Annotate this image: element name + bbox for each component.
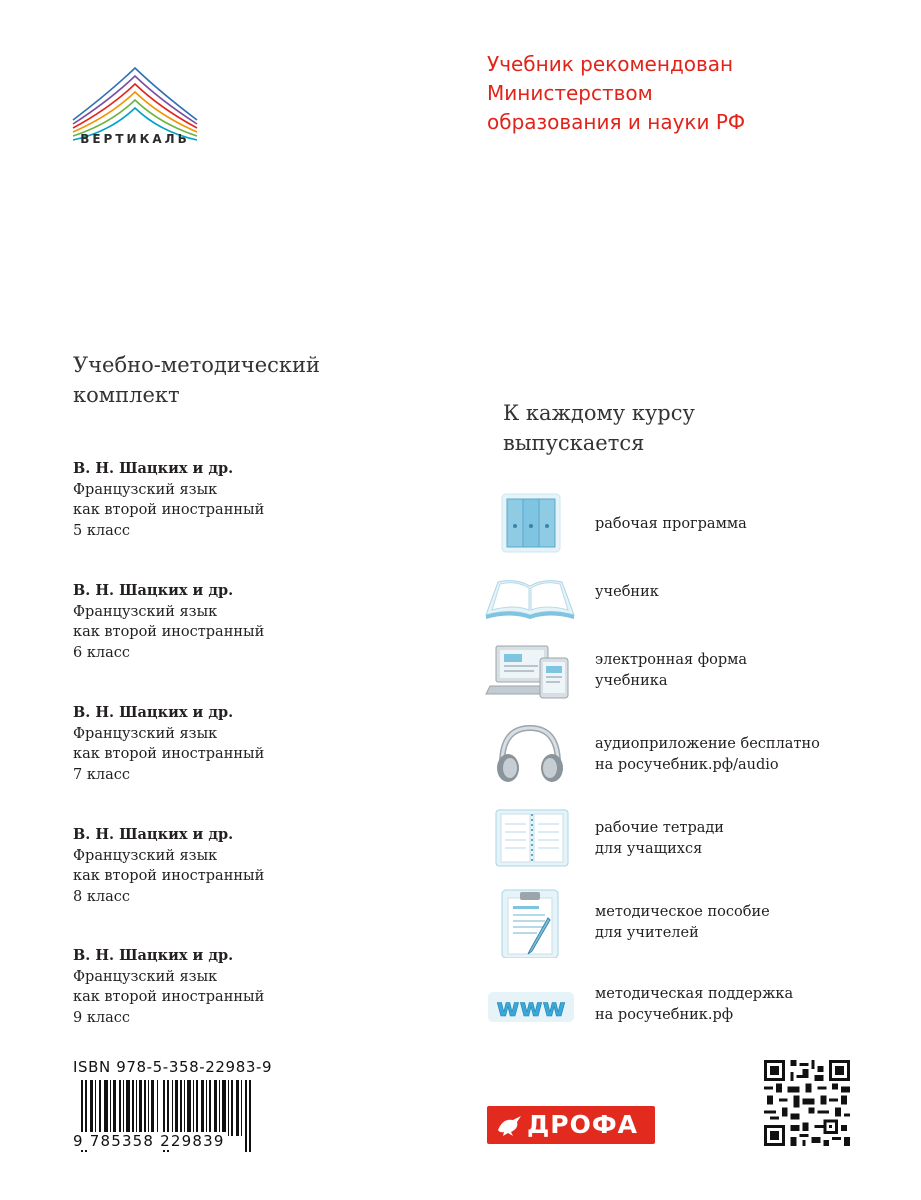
book-subtitle: как второй иностранный bbox=[73, 624, 265, 640]
course-heading bbox=[503, 398, 695, 458]
bird-icon bbox=[495, 1112, 525, 1138]
book-subtitle: как второй иностранный bbox=[73, 868, 265, 884]
clipboard-icon bbox=[482, 888, 578, 958]
item-label-line: аудиоприложение бесплатно bbox=[595, 736, 820, 752]
umk-heading bbox=[73, 350, 320, 410]
book-entry bbox=[73, 946, 373, 1028]
item-label bbox=[595, 818, 724, 860]
barcode-digits: 9 785358 229839 bbox=[73, 1132, 225, 1150]
notebook-icon bbox=[482, 804, 578, 874]
isbn: ISBN 978-5-358-22983-9 bbox=[73, 1058, 273, 1076]
recommendation-line: Учебник рекомендован bbox=[487, 52, 734, 76]
open-book-icon bbox=[482, 560, 578, 630]
book-entry bbox=[73, 825, 373, 907]
devices-icon bbox=[482, 638, 578, 708]
book-author: В. Н. Шацких и др. bbox=[73, 582, 234, 599]
book-author: В. Н. Шацких и др. bbox=[73, 826, 234, 843]
item-label-line: рабочая программа bbox=[595, 516, 747, 532]
book-subtitle: как второй иностранный bbox=[73, 989, 265, 1005]
course-heading-line: К каждому курсу bbox=[503, 401, 695, 425]
umk-heading-line: Учебно-методический bbox=[73, 353, 321, 377]
book-author: В. Н. Шацких и др. bbox=[73, 947, 234, 964]
item-label-line: на росучебник.рф/audio bbox=[595, 757, 779, 773]
book-grade: 8 класс bbox=[73, 888, 130, 905]
book-subtitle: как второй иностранный bbox=[73, 746, 265, 762]
item-label-line: рабочие тетради bbox=[595, 820, 724, 836]
book-grade: 7 класс bbox=[73, 766, 130, 783]
book-entry bbox=[73, 703, 373, 785]
course-item-work-program bbox=[482, 490, 902, 560]
drofa-logo bbox=[487, 1106, 655, 1144]
course-heading-line: выпускается bbox=[503, 431, 645, 455]
www-icon bbox=[482, 972, 578, 1042]
item-label bbox=[595, 582, 659, 603]
item-label-line: на росучебник.рф bbox=[595, 1007, 734, 1023]
course-item-textbook bbox=[482, 560, 902, 630]
item-label-line: для учителей bbox=[595, 925, 699, 941]
item-label-line: для учащихся bbox=[595, 841, 703, 857]
item-label bbox=[595, 734, 820, 776]
book-grade: 5 класс bbox=[73, 522, 130, 539]
course-item-workbooks bbox=[482, 804, 902, 874]
book-subject: Французский язык bbox=[73, 968, 218, 985]
item-label-line: электронная форма bbox=[595, 652, 748, 668]
item-label bbox=[595, 984, 793, 1026]
course-item-methodical-support bbox=[482, 972, 902, 1042]
headphones-icon bbox=[482, 720, 578, 790]
item-label-line: учебника bbox=[595, 673, 668, 689]
www-text: www bbox=[496, 993, 566, 1022]
course-item-audio-app bbox=[482, 720, 902, 790]
umk-heading-line: комплект bbox=[73, 383, 180, 407]
book-entry bbox=[73, 581, 373, 663]
book-subject: Французский язык bbox=[73, 603, 218, 620]
recommendation-line: образования и науки РФ bbox=[487, 110, 746, 134]
book-grade: 6 класс bbox=[73, 644, 130, 661]
ministry-recommendation bbox=[487, 50, 847, 137]
publisher-name: ДРОФА bbox=[527, 1110, 638, 1139]
item-label-line: методическая поддержка bbox=[595, 986, 794, 1002]
item-label bbox=[595, 902, 770, 944]
item-label-line: методическое пособие bbox=[595, 904, 770, 920]
publisher-logo-name: ВЕРТИКАЛЬ bbox=[80, 132, 190, 146]
book-subject: Французский язык bbox=[73, 725, 218, 742]
book-author: В. Н. Шацких и др. bbox=[73, 704, 234, 721]
book-subject: Французский язык bbox=[73, 481, 218, 498]
book-subtitle: как второй иностранный bbox=[73, 502, 265, 518]
book-grade: 9 класс bbox=[73, 1009, 130, 1026]
book-entry bbox=[73, 459, 373, 541]
course-item-teacher-guide bbox=[482, 888, 902, 958]
item-label bbox=[595, 650, 747, 692]
item-label-line: учебник bbox=[595, 584, 659, 600]
qr-code-icon bbox=[764, 1060, 850, 1146]
book-subject: Французский язык bbox=[73, 847, 218, 864]
folders-icon bbox=[482, 490, 578, 560]
recommendation-line: Министерством bbox=[487, 81, 653, 105]
course-item-electronic-form bbox=[482, 638, 902, 708]
item-label bbox=[595, 514, 747, 535]
book-author: В. Н. Шацких и др. bbox=[73, 460, 234, 477]
